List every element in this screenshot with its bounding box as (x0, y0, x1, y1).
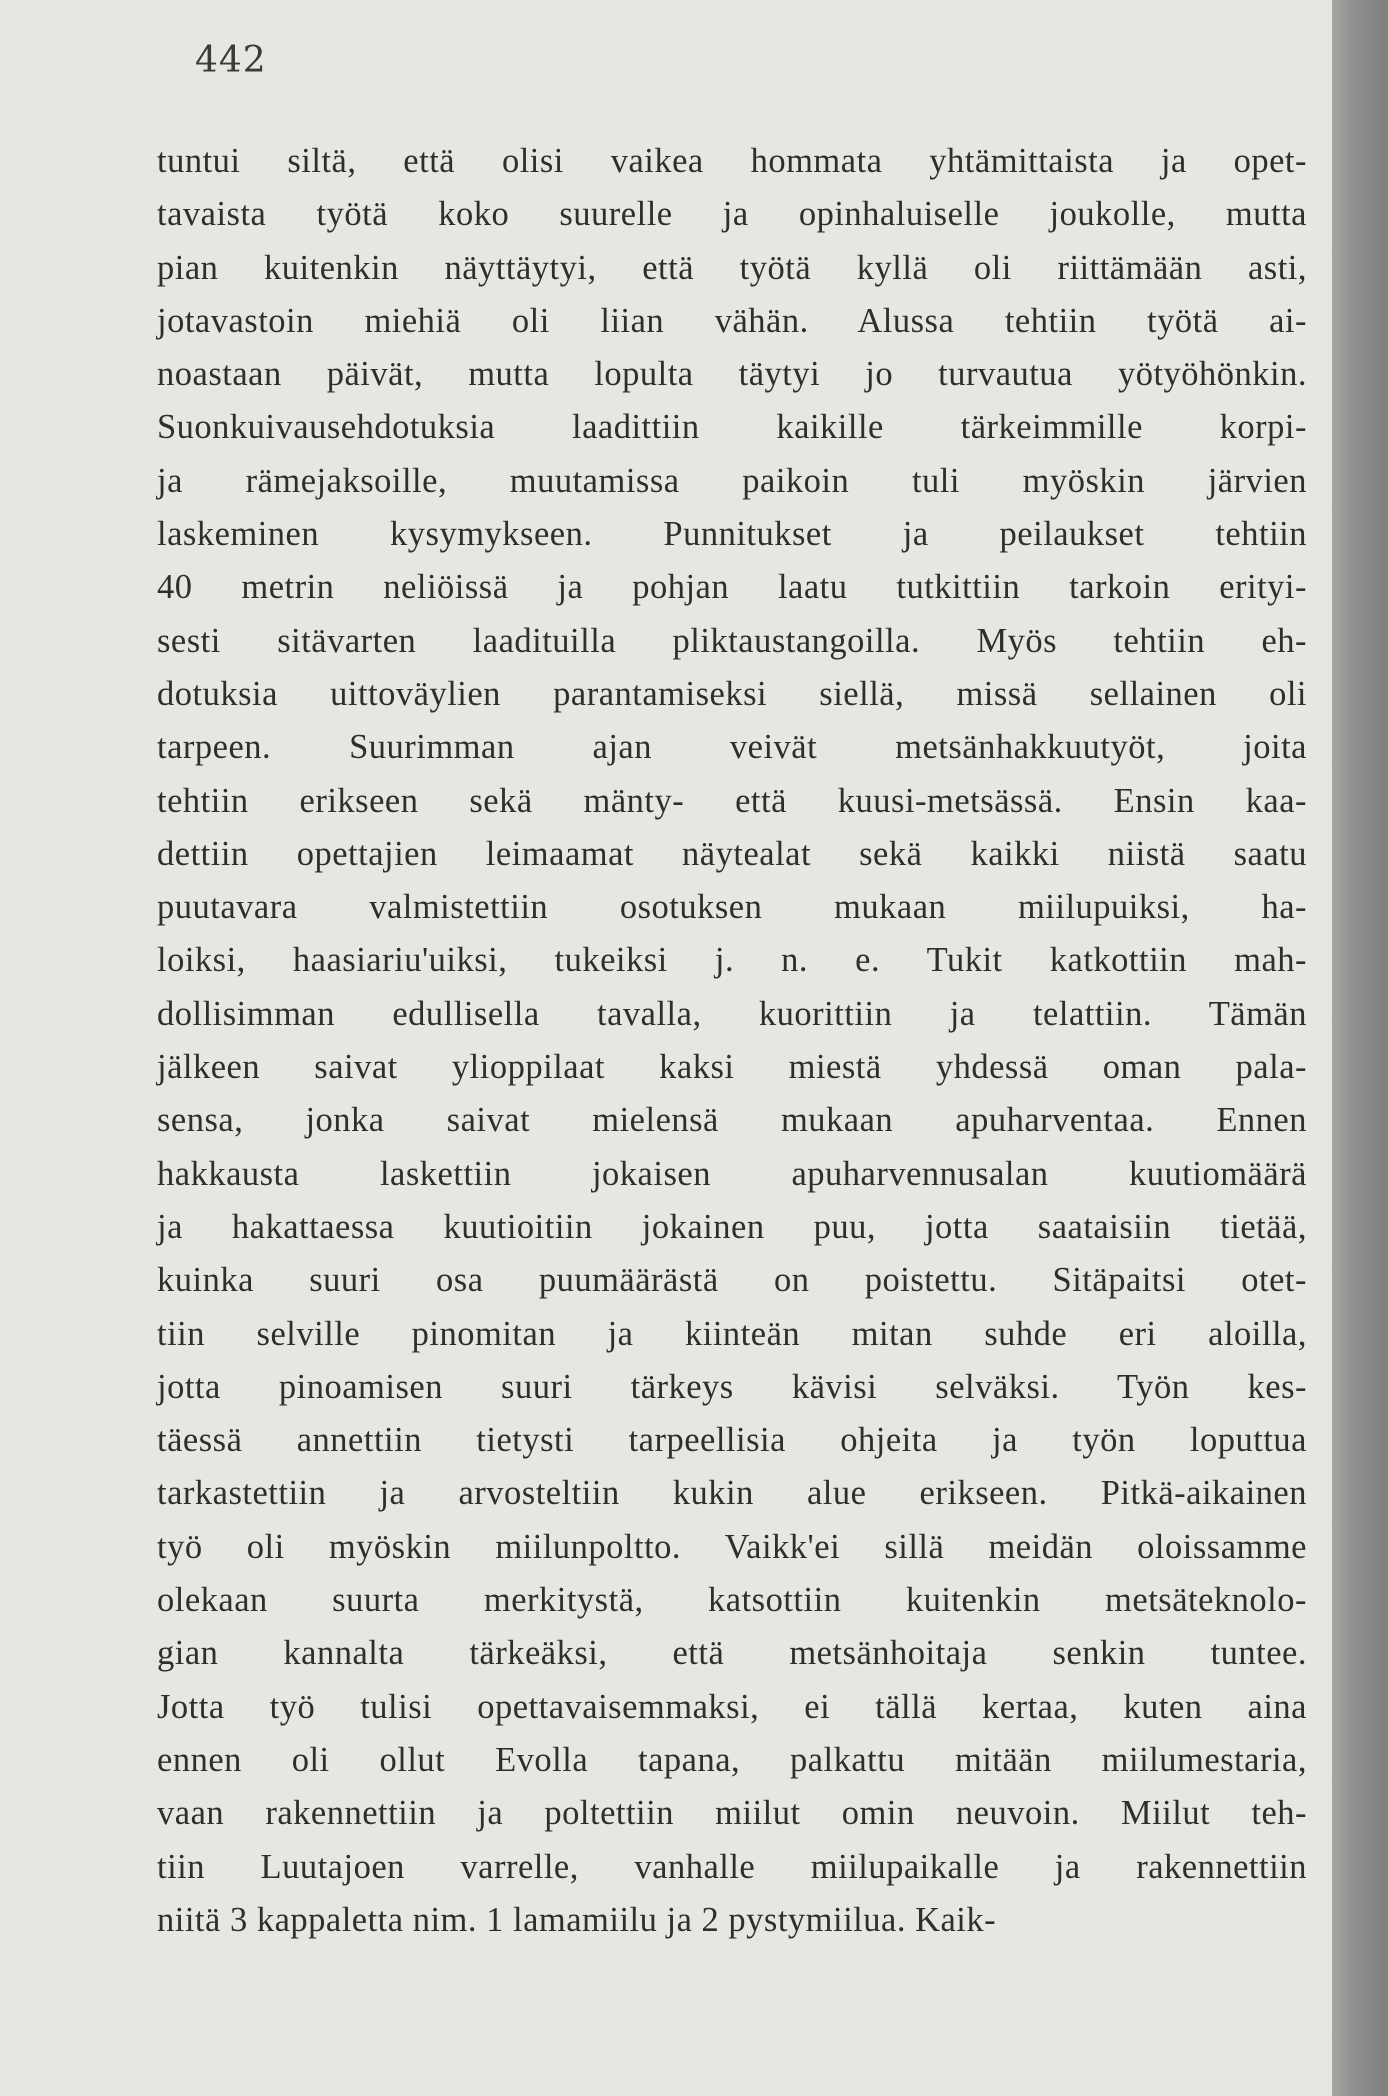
text-line: ja hakattaessa kuutioitiin jokainen puu, jotta saataisiin tietää, (157, 1207, 1307, 1246)
text-line: dettiin opettajien leimaamat näytealat sekä kaikki niistä saatu (157, 834, 1307, 873)
text-line: 40 metrin neliöissä ja pohjan laatu tutkittiin tarkoin erityi- (157, 568, 1307, 607)
page-number: 442 (195, 40, 267, 81)
text-line: gian kannalta tärkeäksi, että metsänhoitaja senkin tuntee. (157, 1634, 1307, 1673)
text-line: puutavara valmistettiin osotuksen mukaan miilupuiksi, ha- (157, 888, 1307, 927)
text-line: tarkastettiin ja arvosteltiin kukin alue erikseen. Pitkä-aikainen (157, 1474, 1307, 1513)
text-line: tiin selville pinomitan ja kiinteän mitan suhde eri aloilla, (157, 1314, 1307, 1353)
text-line: sensa, jonka saivat mielensä mukaan apuharventaa. Ennen (157, 1101, 1307, 1140)
text-line: tarpeen. Suurimman ajan veivät metsänhakkuutyöt, joita (157, 728, 1307, 767)
body-text (157, 135, 1307, 1947)
text-line: vaan rakennettiin ja poltettiin miilut omin neuvoin. Miilut teh- (157, 1794, 1307, 1833)
text-line: dotuksia uittoväylien parantamiseksi siellä, missä sellainen oli (157, 674, 1307, 713)
text-line: tiin Luutajoen varrelle, vanhalle miilupaikalle ja rakennettiin (157, 1847, 1307, 1886)
text-line: Jotta työ tulisi opettavaisemmaksi, ei tällä kertaa, kuten aina (157, 1687, 1307, 1726)
text-line: tavaista työtä koko suurelle ja opinhaluiselle joukolle, mutta (157, 195, 1307, 234)
text-line: työ oli myöskin miilunpoltto. Vaikk'ei sillä meidän oloissamme (157, 1527, 1307, 1566)
text-line: pian kuitenkin näyttäytyi, että työtä kyllä oli riittämään asti, (157, 248, 1307, 287)
text-line: kuinka suuri osa puumäärästä on poistettu. Sitäpaitsi otet- (157, 1261, 1307, 1300)
text-line: jotavastoin miehiä oli liian vähän. Alussa tehtiin työtä ai- (157, 301, 1307, 340)
text-line: niitä 3 kappaletta nim. 1 lamamiilu ja 2 pystymiilua. Kaik- (157, 1900, 997, 1939)
text-line: sesti sitävarten laadituilla pliktaustangoilla. Myös tehtiin eh- (157, 621, 1307, 660)
text-line: ennen oli ollut Evolla tapana, palkattu mitään miilumestaria, (157, 1740, 1307, 1779)
text-line: laskeminen kysymykseen. Punnitukset ja peilaukset tehtiin (157, 515, 1307, 554)
text-line: dollisimman edullisella tavalla, kuorittiin ja telattiin. Tämän (157, 994, 1307, 1033)
text-line: tuntui siltä, että olisi vaikea hommata yhtämittaista ja opet- (157, 142, 1307, 180)
text-line: noastaan päivät, mutta lopulta täytyi jo turvautua yötyöhönkin. (157, 355, 1307, 394)
text-line: hakkausta laskettiin jokaisen apuharvennusalan kuutiomäärä (157, 1154, 1307, 1193)
text-line: täessä annettiin tietysti tarpeellisia ohjeita ja työn loputtua (157, 1421, 1307, 1460)
text-line: jotta pinoamisen suuri tärkeys kävisi selväksi. Työn kes- (157, 1367, 1307, 1406)
text-line: olekaan suurta merkitystä, katsottiin kuitenkin metsäteknolo- (157, 1581, 1307, 1620)
text-line: loiksi, haasiariu'uiksi, tukeiksi j. n. e. Tukit katkottiin mah- (157, 941, 1307, 980)
text-line: ja rämejaksoille, muutamissa paikoin tuli myöskin järvien (157, 461, 1307, 500)
text-line: tehtiin erikseen sekä mänty- että kuusi-metsässä. Ensin kaa- (157, 781, 1307, 820)
text-line: Suonkuivausehdotuksia laadittiin kaikille tärkeimmille korpi- (157, 408, 1307, 447)
page-edge-shadow (1332, 0, 1388, 2096)
text-line: jälkeen saivat ylioppilaat kaksi miestä yhdessä oman pala- (157, 1048, 1307, 1087)
